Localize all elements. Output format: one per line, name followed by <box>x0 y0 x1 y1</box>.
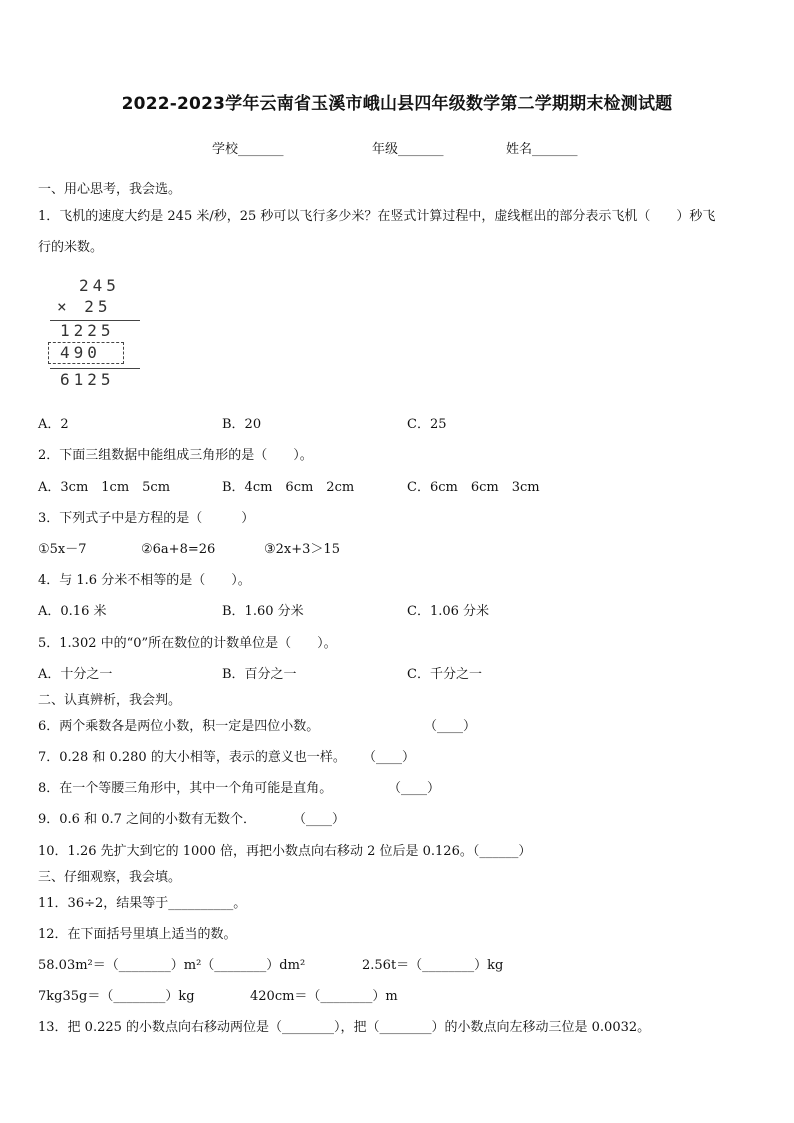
question-12-text: 12．在下面括号里填上适当的数。 <box>38 927 237 942</box>
calc-row-partial-2: 490 <box>60 343 101 362</box>
section-3-heading: 三、仔细观察，我会填。 <box>38 870 182 885</box>
q5-option-a[interactable]: A．十分之一 <box>38 667 113 682</box>
q1-option-c[interactable]: C．25 <box>407 417 447 432</box>
q8-answer-blank[interactable]: （____） <box>388 781 441 796</box>
question-7-text: 7．0.28 和 0.280 的大小相等，表示的意义也一样。 <box>38 750 346 765</box>
q1-option-b[interactable]: B．20 <box>222 417 262 432</box>
calc-row-partial-1: 1225 <box>60 321 115 340</box>
q2-option-a[interactable]: A．3cm 1cm 5cm <box>38 480 171 495</box>
question-4-text: 4．与 1.6 分米不相等的是（ ）。 <box>38 573 251 588</box>
question-13-text: 13．把 0.225 的小数点向右移动两位是（________），把（________）的小数点向左移动三位是 0.0032。 <box>38 1020 651 1035</box>
question-1-text: 1．飞机的速度大约是 245 米/秒，25 秒可以飞行多少米？在竖式计算过程中，虚线框出的部分表示飞机（ ）秒飞 <box>38 209 716 224</box>
q3-option-2[interactable]: ②6a+8=26 <box>141 542 216 557</box>
q5-option-c[interactable]: C．千分之一 <box>407 667 482 682</box>
q1-option-a[interactable]: A．2 <box>38 417 69 432</box>
question-10-text: 10．1.26 先扩大到它的 1000 倍，再把小数点向右移动 2 位后是 0.126。（______） <box>38 844 532 859</box>
q2-option-c[interactable]: C．6cm 6cm 3cm <box>407 480 540 495</box>
name-field: 姓名_______ <box>506 142 578 157</box>
question-11-text: 11．36÷2，结果等于__________。 <box>38 896 247 911</box>
q6-answer-blank[interactable]: （____） <box>424 719 477 734</box>
q2-option-b[interactable]: B．4cm 6cm 2cm <box>222 480 355 495</box>
vertical-multiplication <box>50 276 150 391</box>
q4-option-c[interactable]: C．1.06 分米 <box>407 604 490 619</box>
question-1-text-cont: 行的米数。 <box>38 240 104 255</box>
section-1-heading: 一、用心思考，我会选。 <box>38 182 182 197</box>
question-9-text: 9．0.6 和 0.7 之间的小数有无数个． <box>38 812 257 827</box>
question-8-text: 8．在一个等腰三角形中，其中一个角可能是直角。 <box>38 781 333 796</box>
q3-option-3[interactable]: ③2x+3＞15 <box>264 542 340 557</box>
q4-option-b[interactable]: B．1.60 分米 <box>222 604 304 619</box>
q3-option-1[interactable]: ①5x－7 <box>38 542 87 557</box>
calc-row-multiplicand: 245 <box>79 276 120 295</box>
q12-row-2-left: 7kg35g＝（________）kg <box>38 989 195 1004</box>
question-3-text: 3．下列式子中是方程的是（ ） <box>38 511 255 526</box>
calc-line-2 <box>50 368 140 369</box>
q12-row-1-right: 2.56t＝（________）kg <box>362 958 504 973</box>
question-6-text: 6．两个乘数各是两位小数，积一定是四位小数。 <box>38 719 320 734</box>
question-2-text: 2．下面三组数据中能组成三角形的是（ ）。 <box>38 448 313 463</box>
grade-field: 年级_______ <box>372 142 444 157</box>
calc-row-multiplier: × 25 <box>57 297 112 316</box>
calc-row-result: 6125 <box>60 370 115 389</box>
q12-row-2-right: 420cm＝（________）m <box>250 989 398 1004</box>
question-5-text: 5．1.302 中的“0”所在数位的计数单位是（ ）。 <box>38 636 337 651</box>
page-title: 2022-2023学年云南省玉溪市峨山县四年级数学第二学期期末检测试题 <box>121 94 673 114</box>
q9-answer-blank[interactable]: （____） <box>293 812 346 827</box>
q5-option-b[interactable]: B．百分之一 <box>222 667 297 682</box>
q7-answer-blank[interactable]: （____） <box>363 750 416 765</box>
q12-row-1-left: 58.03m²＝（________）m²（________）dm² <box>38 958 306 973</box>
school-field: 学校_______ <box>212 142 284 157</box>
q4-option-a[interactable]: A．0.16 米 <box>38 604 107 619</box>
section-2-heading: 二、认真辨析，我会判。 <box>38 693 182 708</box>
